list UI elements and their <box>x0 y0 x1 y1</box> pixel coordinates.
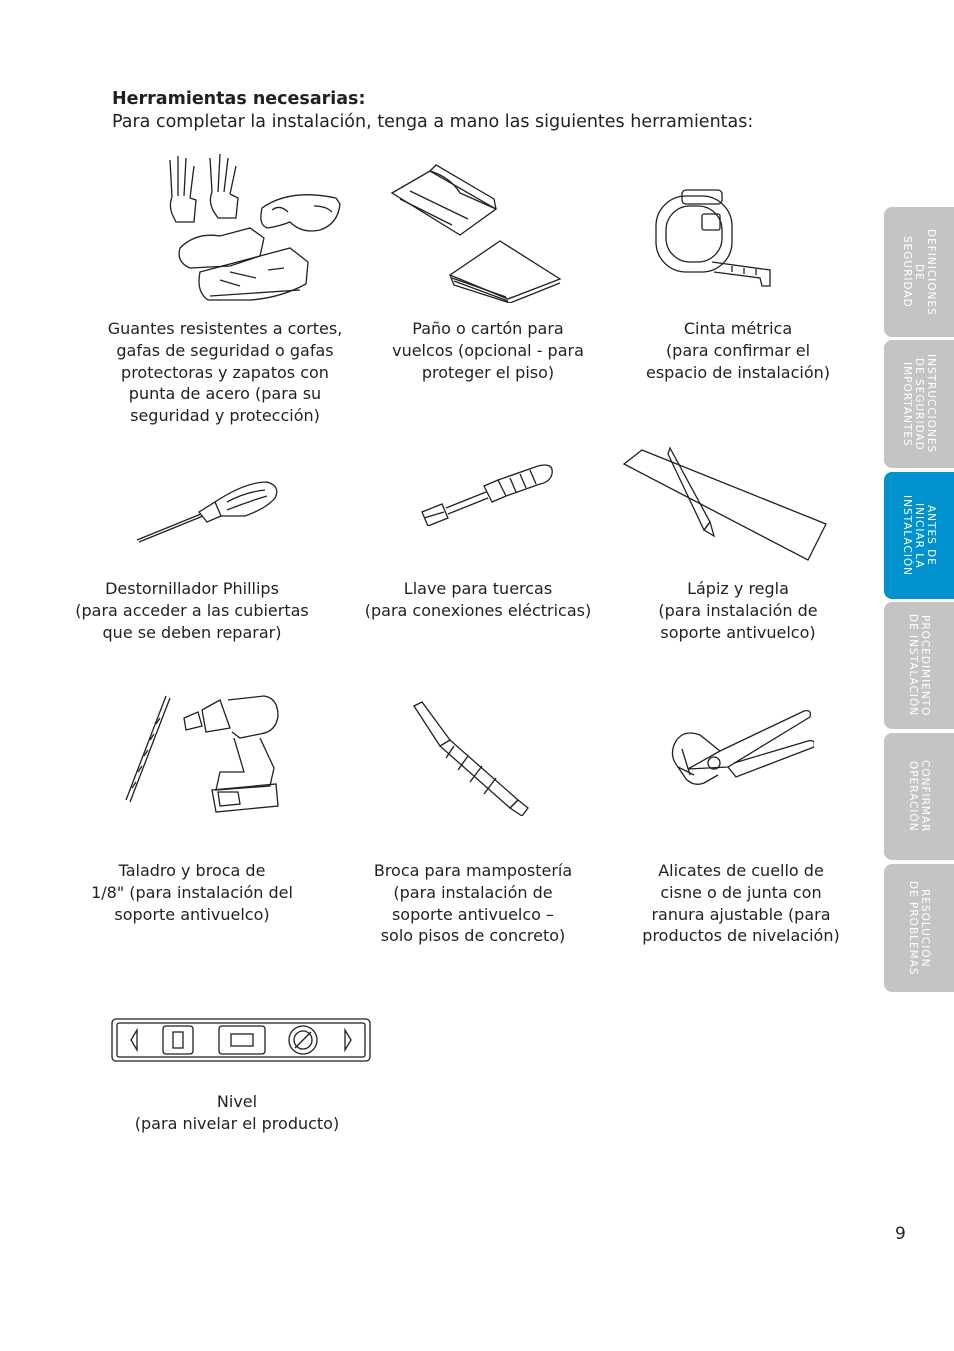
caption-drop-cloth: Paño o cartón para vuelcos (opcional - para proteger el piso) <box>392 319 584 382</box>
tape-measure-icon <box>652 186 780 292</box>
tab-label: DEFINICIONES DE SEGURIDAD <box>901 228 937 316</box>
caption-nut-driver: Llave para tuercas (para conexiones eléctricas) <box>364 579 592 620</box>
gloves-glasses-boots-icon <box>160 152 350 304</box>
caption-drill: Taladro y broca de 1/8" (para instalación del soporte antivuelco) <box>91 861 293 924</box>
caption-protection-gear: Guantes resistentes a cortes, gafas de seguridad o gafas protectoras y zapatos con punta de acero (para su seguridad y protección) <box>107 319 343 426</box>
tab-antes-de-iniciar[interactable] <box>884 472 954 599</box>
section-title: Herramientas necesarias: <box>112 89 366 109</box>
caption-masonry-bit: Broca para mampostería (para instalación de soporte antivuelco – solo pisos de concreto) <box>373 861 573 946</box>
caption-screwdriver: Destornillador Phillips (para acceder a las cubiertas que se deben reparar) <box>75 579 309 642</box>
pencil-ruler-icon <box>622 444 828 562</box>
caption-pliers: Alicates de cuello de cisne o de junta con ranura ajustable (para productos de nivelación) <box>642 861 840 946</box>
tab-confirmar-operacion[interactable] <box>884 733 954 860</box>
tab-definiciones-de-seguridad[interactable] <box>884 207 954 337</box>
tab-label: INSTRUCCIONES DE SEGURIDAD IMPORTANTES <box>901 354 937 454</box>
caption-tape-measure: Cinta métrica (para confirmar el espacio de instalación) <box>645 319 830 382</box>
section-subtitle: Para completar la instalación, tenga a mano las siguientes herramientas: <box>112 112 754 132</box>
section-header <box>112 88 753 134</box>
tab-instrucciones-de-seguridad[interactable] <box>884 340 954 468</box>
level-icon <box>111 1018 371 1062</box>
page-number: 9 <box>895 1224 906 1244</box>
drill-bit-icon <box>120 692 282 816</box>
caption-level: Nivel (para nivelar el producto) <box>134 1092 340 1133</box>
phillips-screwdriver-icon <box>135 478 281 544</box>
tab-label: PROCEDIMIENTO DE INSTALACIÓN <box>907 614 931 717</box>
masonry-bit-icon <box>410 700 536 816</box>
caption-pencil-ruler: Lápiz y regla (para instalación de soporte antivuelco) <box>658 579 818 642</box>
pliers-icon <box>664 705 814 805</box>
drop-cloth-icon <box>390 163 566 303</box>
tab-label: CONFIRMAR OPERACIÓN <box>907 760 931 833</box>
tab-procedimiento-de-instalacion[interactable] <box>884 602 954 729</box>
tab-resolucion-de-problemas[interactable] <box>884 864 954 992</box>
nut-driver-icon <box>420 460 556 526</box>
tab-label: RESOLUCIÓN DE PROBLEMAS <box>907 880 931 976</box>
tab-label: ANTES DE INICIAR LA INSTALACIÓN <box>901 494 937 577</box>
